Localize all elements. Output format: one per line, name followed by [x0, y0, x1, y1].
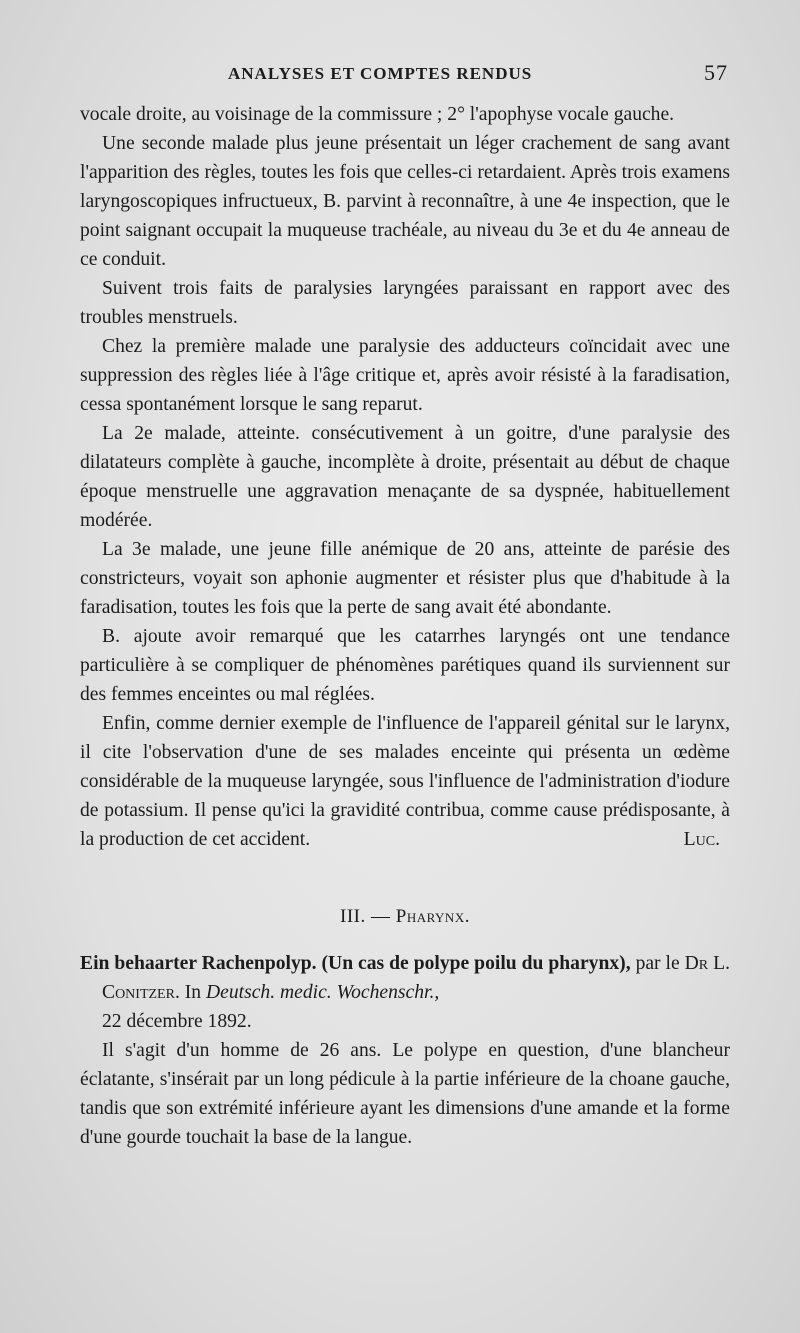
byline-author: Dr L. Conitzer.	[102, 953, 730, 1003]
byline-prefix: par le	[635, 953, 680, 974]
paragraph-8-text: Enfin, comme dernier exemple de l'influence de l'appareil génital sur le larynx, il cite l'observation d'une de ses malades enceinte qui présenta un œdème considérable de la muqueuse laryngée, sous l'influence de l'administration d'iodure de potassium. Il pense qu'ici la gravidité contribua, comme cause prédisposante, à la production de cet accident.	[80, 713, 730, 850]
running-title: ANALYSES ET COMPTES RENDUS	[228, 64, 533, 83]
byline-in: In	[184, 982, 202, 1003]
journal-name: Deutsch. medic. Wochenschr.,	[205, 982, 440, 1003]
paragraph-7: B. ajoute avoir remarqué que les catarrhes laryngés ont une tendance particulière à se compliquer de phénomènes parétiques quand ils surviennent sur des femmes enceintes ou mal réglées.	[80, 626, 730, 705]
page-body	[80, 100, 730, 1152]
article-heading	[80, 949, 730, 1036]
article-title: Ein behaarter Rachenpolyp. (Un cas de polype poilu du pharynx),	[80, 953, 631, 974]
paragraph-4: Chez la première malade une paralysie des adducteurs coïncidait avec une suppression des règles liée à l'âge critique et, après avoir résisté à la faradisation, cessa spontanément lorsque le sang reparut.	[80, 336, 730, 415]
section-title: III. — Pharynx.	[340, 906, 470, 927]
paragraph-1: vocale droite, au voisinage de la commissure ; 2° l'apophyse vocale gauche.	[80, 104, 675, 125]
paragraph-5: La 2e malade, atteinte. consécutivement à un goitre, d'une paralysie des dilatateurs complète à gauche, incomplète à droite, présentait au début de chaque époque menstruelle une aggravation menaçante de sa dyspnée, habituellement modérée.	[80, 423, 730, 531]
paragraph-2: Une seconde malade plus jeune présentait un léger crachement de sang avant l'apparition des règles, toutes les fois que celles-ci retardaient. Après trois examens laryngoscopiques infructueux, B. parvint à reconnaître, à une 4e inspection, que le point saignant occupait la muqueuse trachéale, au niveau du 3e et du 4e anneau de ce conduit.	[80, 133, 730, 270]
article-summary: Il s'agit d'un homme de 26 ans. Le polype en question, d'une blancheur éclatante, s'insérait par un long pédicule à la partie inférieure de la choane gauche, tandis que son extrémité inférieure ayant les dimensions d'une amande et la forme d'une gourde touchait la base de la langue.	[80, 1040, 730, 1148]
page-header	[80, 60, 730, 90]
article-date: 22 décembre 1892.	[102, 1011, 252, 1032]
paragraph-6: La 3e malade, une jeune fille anémique de 20 ans, atteinte de parésie des constricteurs, voyait son aphonie augmenter et résister plus que d'habitude à la faradisation, toutes les fois que la perte de sang avait été abondante.	[80, 539, 730, 618]
page-number: 57	[704, 60, 728, 85]
paragraph-8	[80, 709, 730, 854]
paragraph-3: Suivent trois faits de paralysies laryngées paraissant en rapport avec des troubles menstruels.	[80, 278, 730, 328]
author-signature: Luc.	[683, 829, 720, 850]
